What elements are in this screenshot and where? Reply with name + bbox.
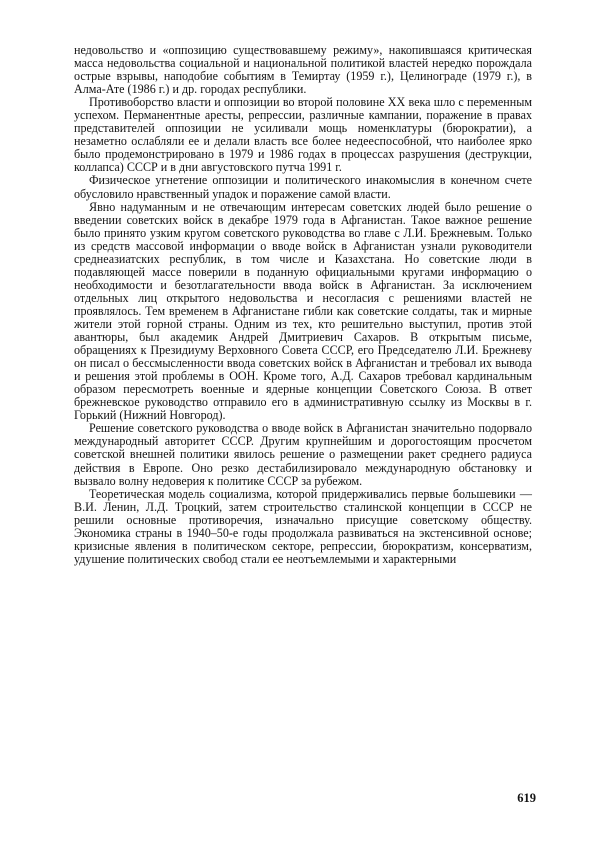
paragraph-2: Противоборство власти и оппозиции во второй половине XX века шло с переменным успехом. Перманентные аресты, репрессии, различные кампании, поражение в правах представителей оппозиции не усиливали мощь номенклатуры (бюрократии), а незаметно ослабляли ее и делали власть все более недееспособной, что наиболее ярко было продемонстрировано в 1979 и 1986 годах в процессах разрушения (деструкции, коллапса) СССР и в дни августовского путча 1991 г. <box>74 95 532 175</box>
paragraph-3: Физическое угнетение оппозиции и политического инакомыслия в конечном счете обусловило нравственный упадок и поражение самой власти. <box>74 173 532 201</box>
page-body <box>74 44 532 566</box>
paragraph-6: Теоретическая модель социализма, которой придерживались первые большевики — В.И. Ленин, Л.Д. Троцкий, затем строительство сталинской концепции в СССР не решили основные противоречия, изначально присущие советскому обществу. Экономика страны в 1940–50-е годы продолжала развиваться на экстенсивной основе; кризисные явления в политическом секторе, репрессии, бюрократизм, консерватизм, удушение политических свобод стали ее неотъемлемыми и характерными <box>74 486 532 566</box>
paragraph-5: Решение советского руководства о вводе войск в Афганистан значительно подорвало международный авторитет СССР. Другим крупнейшим и дорогостоящим просчетом советской внешней политики явилось решение о размещении ракет среднего радиуса действия в Европе. Оно резко дестабилизировало международную обстановку и вызвало волну недоверия к политике СССР за рубежом. <box>74 421 532 488</box>
paragraph-4: Явно надуманным и не отвечающим интересам советских людей было решение о введении советских войск в декабре 1979 года в Афганистан. Такое важное решение было принято узким кругом советского руководства во главе с Л.И. Брежневым. Только из средств массовой информации о вводе войск в Афганистан узнали руководители среднеазиатских республик, в том числе и Казахстана. Но советские люди в подавляющей массе поверили в поданную официальными кругами информацию о необходимости и безотлагательности ввода войск в Афганистан. За исключением отдельных лиц открытого недовольства и несогласия с решениями властей не проявлялось. Тем временем в Афганистане гибли как советские солдаты, так и мирные жители этой горной страны. Одним из тех, кто решительно выступил, против этой авантюры, был академик Андрей Дмитриевич Сахаров. В открытым письме, обращениях к Президиуму Верховного Совета СССР, его Председателю Л.И. Брежневу он писал о бессмысленности ввода советских войск в Афганистан и требовал их вывода и решения этой проблемы в ООН. Кроме того, А.Д. Сахаров требовал кардинальным образом пересмотреть военные и ядерные концепции Советского Союза. В ответ брежневское руководство отправило его в административную ссылку из Москвы в г. Горький (Нижний Новгород). <box>74 199 532 423</box>
paragraph-1: недовольство и «оппозицию существовавшему режиму», накопившаяся критическая масса недовольства социальной и национальной политикой властей нередко порождала острые взрывы, наподобие событиям в Темиртау (1959 г.), Целинограде (1979 г.), в Алма-Ате (1986 г.) и др. городах республики. <box>74 43 532 97</box>
page-number: 619 <box>517 791 536 805</box>
